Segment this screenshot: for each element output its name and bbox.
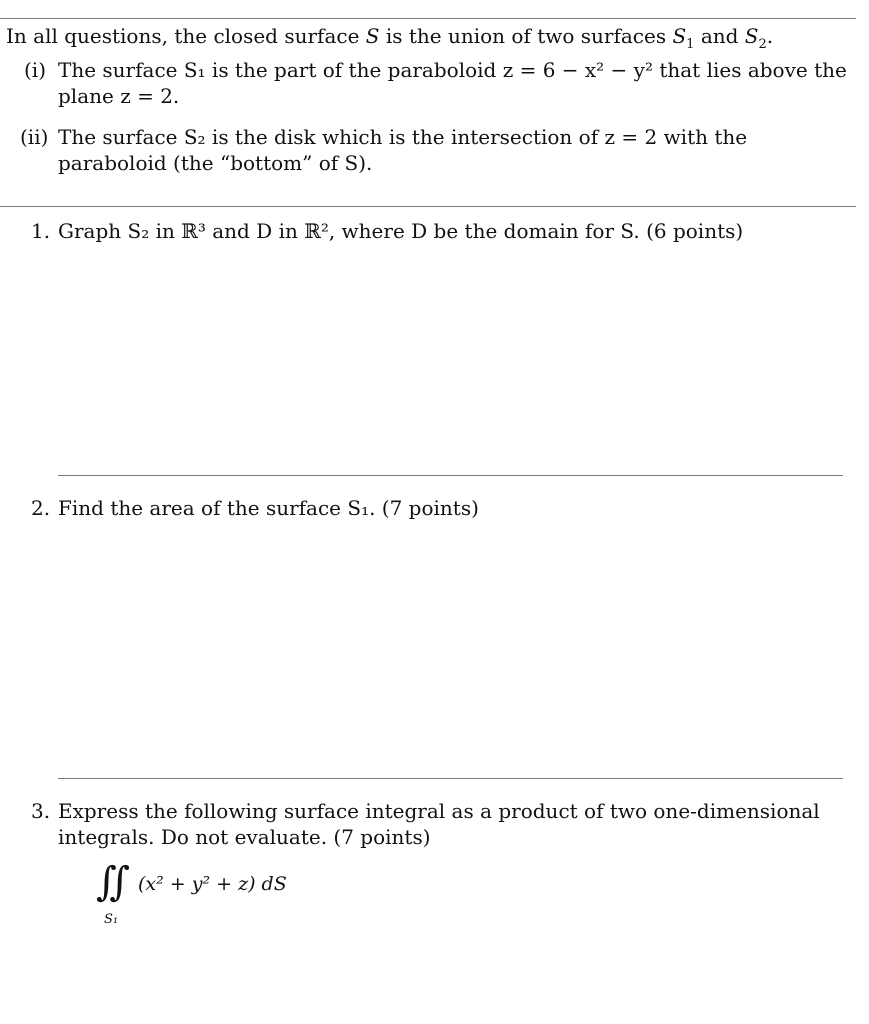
item-ii-line2: paraboloid (the “bottom” of S). [58,151,373,175]
intro-sentence [6,24,774,52]
question-1-number: 1. [31,219,51,243]
integral-integrand: (x² + y² + z) dS [138,873,287,895]
question-3-line2: integrals. Do not evaluate. (7 points) [58,825,431,849]
intro-S2: S [744,24,759,48]
intro-and: and [700,24,739,48]
item-ii-line1: The surface S₂ is the disk which is the intersection of z = 2 with the [58,125,748,149]
top-rule [0,18,856,19]
question-2-text: Find the area of the surface S₁. (7 points) [58,496,479,520]
integral-region: S₁ [104,912,119,927]
question-2-number: 2. [31,496,51,520]
intro-end: . [766,24,774,48]
double-integral-sign: ∬ [96,859,121,905]
item-ii-label: (ii) [20,125,49,149]
answer-rule-2 [58,778,843,779]
question-1-text: Graph S₂ in ℝ³ and D in ℝ², where D be the domain for S. (6 points) [58,219,744,243]
answer-rule-1 [58,475,843,476]
intro-mid: is the union of two surfaces [385,24,667,48]
intro-S1: S [672,24,687,48]
intro-bottom-rule [0,206,856,207]
item-i-line2: plane z = 2. [58,84,180,108]
question-3-line1: Express the following surface integral as a product of two one-dimensional [58,799,820,823]
intro-S2-sub: 2 [758,37,767,52]
intro-S: S [365,24,380,48]
question-3-number: 3. [31,799,51,823]
item-i-label: (i) [24,58,47,82]
item-i-line1: The surface S₁ is the part of the paraboloid z = 6 − x² − y² that lies above the [58,58,847,82]
intro-lead: In all questions, the closed surface [6,24,360,48]
intro-S1-sub: 1 [686,37,695,52]
